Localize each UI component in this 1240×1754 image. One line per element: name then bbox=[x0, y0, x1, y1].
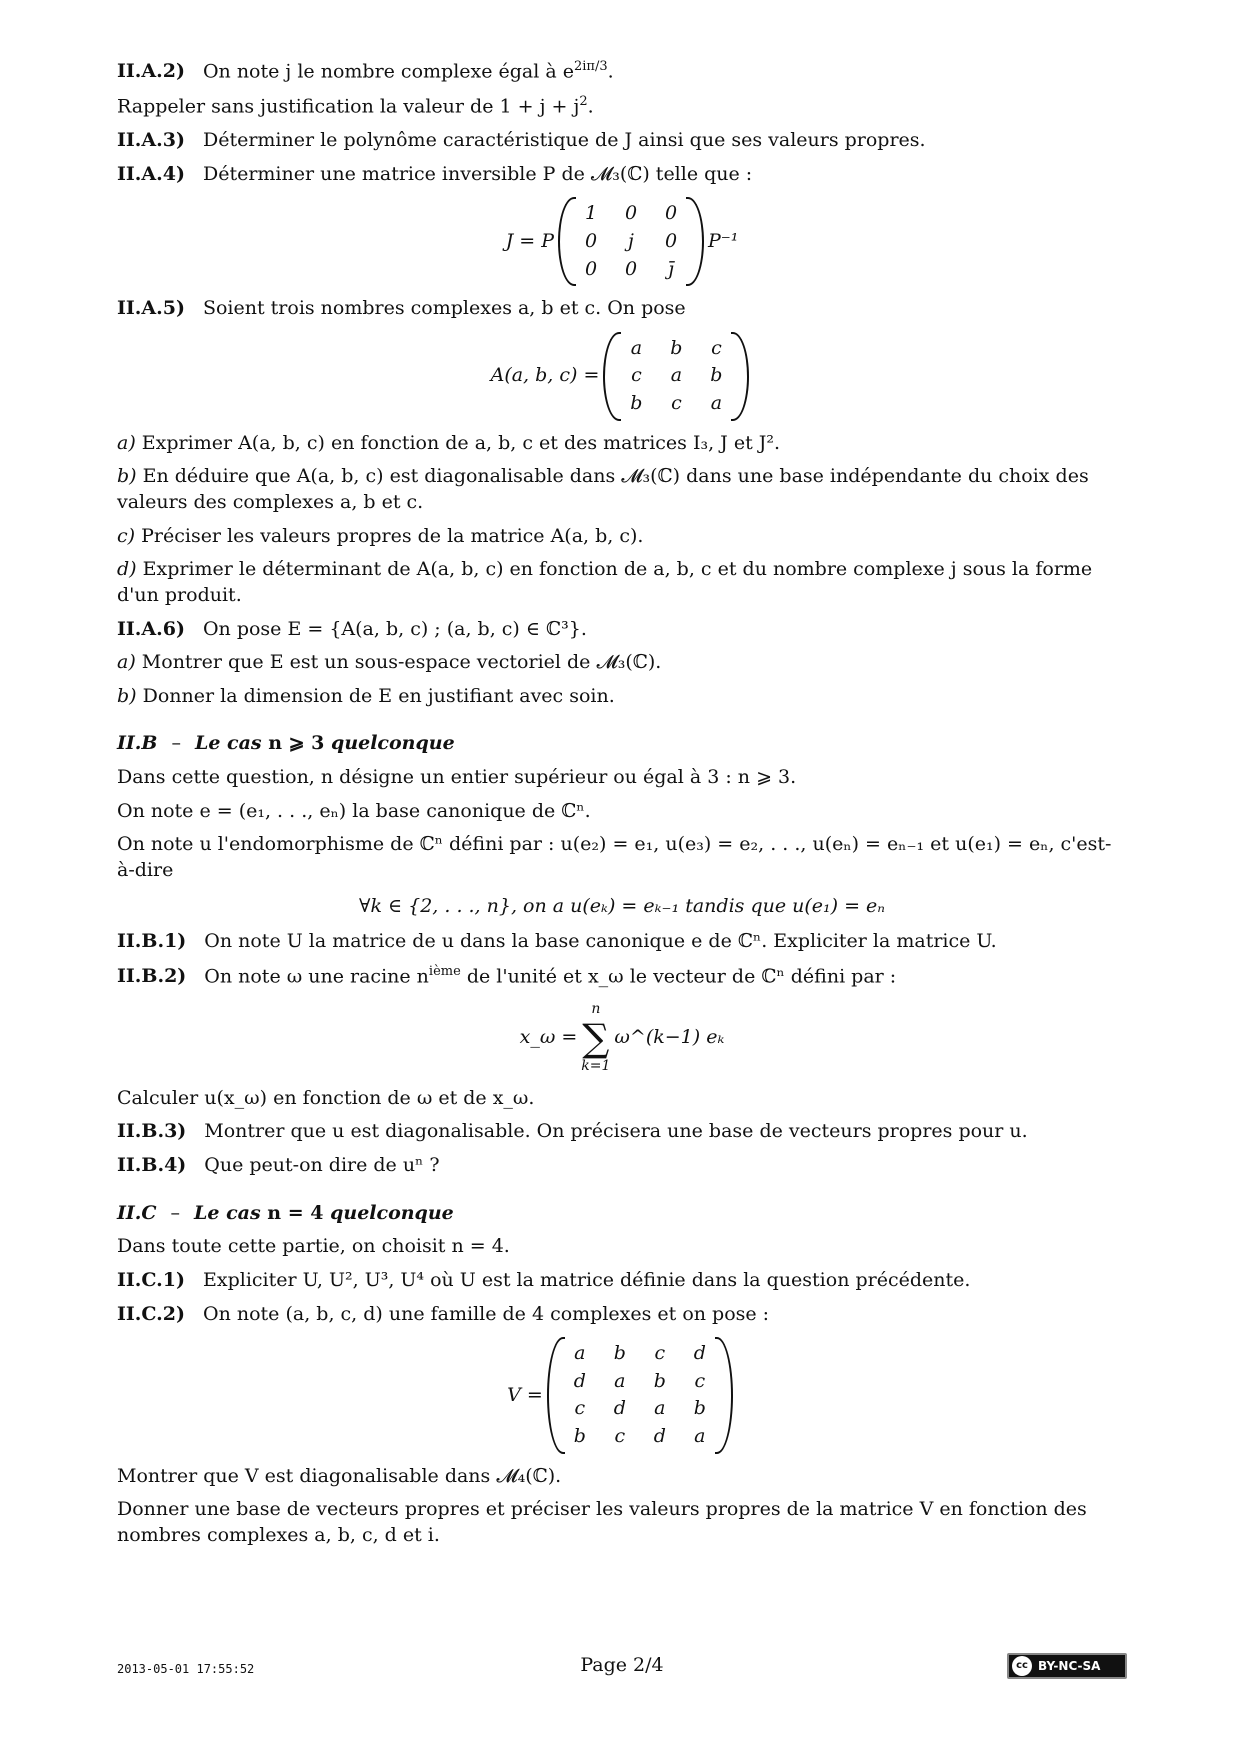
matrix-cell: b bbox=[670, 336, 683, 359]
question-II-B-1 bbox=[117, 929, 1127, 955]
subquestion-label: b) bbox=[117, 465, 137, 488]
question-II-A-5 bbox=[117, 296, 1127, 322]
sigma-symbol: ∑ bbox=[582, 1015, 610, 1060]
equation-lhs: J = P bbox=[505, 229, 554, 252]
subquestion-b bbox=[117, 684, 1127, 710]
matrix-cell: a bbox=[654, 1397, 666, 1420]
matrix-circulant-3 bbox=[603, 332, 749, 421]
question-text: On note ω une racine n bbox=[204, 965, 429, 988]
matrix-cell: a bbox=[574, 1342, 586, 1365]
subquestion-a bbox=[117, 431, 1127, 457]
question-number: II.B.3) bbox=[117, 1120, 187, 1143]
section-dash: – bbox=[171, 732, 181, 755]
creative-commons-icon: cc bbox=[1012, 1656, 1032, 1676]
question-number: II.A.6) bbox=[117, 617, 185, 640]
question-II-B-3 bbox=[117, 1119, 1127, 1145]
subquestion-label: d) bbox=[117, 558, 137, 581]
subquestion-d bbox=[117, 557, 1127, 608]
subquestion-label: c) bbox=[117, 524, 136, 547]
paragraph: Montrer que V est diagonalisable dans 𝓜₄(ℂ). bbox=[117, 1464, 562, 1487]
paragraph: On note u l'endomorphisme de ℂⁿ défini par : u(e₂) = e₁, u(e₃) = e₂, . . ., u(eₙ) = eₙ₋₁ et u(e₁) = eₙ, c'est-à-dire bbox=[117, 833, 1112, 882]
question-text: Expliciter U, U², U³, U⁴ où U est la matrice définie dans la question précédente. bbox=[203, 1268, 971, 1291]
subquestion-a bbox=[117, 650, 1127, 676]
matrix-cell: b bbox=[573, 1425, 586, 1448]
matrix-cell: c bbox=[614, 1425, 626, 1448]
matrix-grid bbox=[621, 332, 731, 421]
matrix-cell: c bbox=[574, 1397, 586, 1420]
subquestion-b bbox=[117, 464, 1127, 515]
question-number: II.A.2) bbox=[117, 60, 185, 83]
license-badge[interactable] bbox=[1007, 1653, 1127, 1679]
question-II-A-2 bbox=[117, 58, 1127, 85]
question-number: II.A.5) bbox=[117, 297, 185, 320]
subquestion-text: Exprimer le déterminant de A(a, b, c) en fonction de a, b, c et du nombre complexe j sous la forme d'un produit. bbox=[117, 558, 1093, 606]
page-footer bbox=[117, 1653, 1127, 1683]
section-title-part: quelconque bbox=[330, 1201, 454, 1224]
matrix-cell: a bbox=[630, 336, 643, 359]
matrix-cell: a bbox=[614, 1369, 626, 1392]
question-text: de l'unité et x_ω le vecteur de ℂⁿ défini par : bbox=[460, 965, 897, 988]
question-text: Déterminer le polynôme caractéristique de J ainsi que ses valeurs propres. bbox=[202, 128, 926, 151]
matrix-cell: d bbox=[653, 1425, 666, 1448]
punctuation: . bbox=[607, 60, 614, 83]
matrix-cell: 0 bbox=[584, 257, 598, 280]
section-id: II.B bbox=[117, 732, 158, 755]
left-paren bbox=[603, 332, 621, 421]
subquestion-text: En déduire que A(a, b, c) est diagonalisable dans 𝓜₃(ℂ) dans une base indépendante du choix des valeurs des complexes a, b et c. bbox=[117, 465, 1089, 513]
matrix-cell: 0 bbox=[664, 202, 678, 225]
left-paren bbox=[558, 197, 576, 286]
question-II-A-3 bbox=[117, 128, 1127, 154]
paragraph: Dans cette question, n désigne un entier supérieur ou égal à 3 : n ⩾ 3. bbox=[117, 766, 797, 789]
license-label: BY-NC-SA bbox=[1038, 1658, 1101, 1673]
matrix-cell: a bbox=[694, 1425, 706, 1448]
question-II-A-4 bbox=[117, 162, 1127, 188]
matrix-cell: 0 bbox=[624, 202, 638, 225]
question-number: II.B.1) bbox=[117, 930, 187, 953]
subquestion-text: Montrer que E est un sous-espace vectoriel de 𝓜₃(ℂ). bbox=[141, 651, 662, 674]
paragraph: Dans toute cette partie, on choisit n = 4. bbox=[117, 1235, 510, 1258]
matrix-cell: j̄ bbox=[668, 257, 674, 280]
matrix-cell: a bbox=[670, 364, 683, 387]
question-II-C-2 bbox=[117, 1302, 1127, 1328]
question-number: II.B.4) bbox=[117, 1153, 187, 1176]
matrix-cell: 0 bbox=[584, 229, 598, 252]
subquestion-text: Préciser les valeurs propres de la matrice A(a, b, c). bbox=[141, 524, 644, 547]
right-paren bbox=[715, 1337, 733, 1454]
question-text: Que peut-on dire de uⁿ ? bbox=[204, 1153, 440, 1176]
equation-lhs: A(a, b, c) = bbox=[490, 364, 600, 387]
subquestion-c bbox=[117, 524, 1127, 550]
matrix-cell: j bbox=[628, 229, 634, 252]
question-number: II.A.4) bbox=[117, 162, 185, 185]
equation-u-definition bbox=[117, 894, 1127, 920]
sum-lower-bound: k=1 bbox=[581, 1057, 611, 1074]
subquestion-text: Donner la dimension de E en justifiant avec soin. bbox=[142, 684, 615, 707]
section-dash: – bbox=[170, 1201, 181, 1224]
question-text: Rappeler sans justification la valeur de 1 + j + j bbox=[117, 95, 580, 118]
document-body bbox=[117, 50, 1127, 1549]
matrix-cell: 0 bbox=[624, 257, 638, 280]
question-text: On note U la matrice de u dans la base canonique e de ℂⁿ. Expliciter la matrice U. bbox=[204, 930, 997, 953]
timestamp: 2013-05-01 17:55:52 bbox=[117, 1662, 255, 1676]
section-title-part: Le cas bbox=[194, 1201, 261, 1224]
matrix-grid bbox=[565, 1337, 715, 1454]
question-II-B-2 bbox=[117, 963, 1127, 990]
question-text: On pose E = {A(a, b, c) ; (a, b, c) ∈ ℂ³}. bbox=[202, 617, 587, 640]
section-id: II.C bbox=[117, 1201, 157, 1224]
equation-text: ∀k ∈ {2, . . ., n}, on a u(eₖ) = eₖ₋₁ tandis que u(e₁) = eₙ bbox=[358, 894, 886, 917]
matrix-cell: b bbox=[693, 1397, 706, 1420]
matrix-cell: c bbox=[631, 364, 642, 387]
question-II-C-1 bbox=[117, 1268, 1127, 1294]
equation-rhs: ω^(k−1) eₖ bbox=[614, 1025, 725, 1048]
matrix-cell: c bbox=[654, 1342, 666, 1365]
section-title-condition: n = 4 bbox=[267, 1201, 324, 1224]
question-text: Déterminer une matrice inversible P de 𝓜₃(ℂ) telle que : bbox=[202, 162, 753, 185]
left-paren bbox=[547, 1337, 565, 1454]
question-text: Montrer que u est diagonalisable. On précisera une base de vecteurs propres pour u. bbox=[204, 1120, 1028, 1143]
section-title-part: Le cas bbox=[194, 732, 262, 755]
matrix-cell: d bbox=[573, 1369, 586, 1392]
equation-J-diagonalisation bbox=[117, 197, 1127, 286]
equation-lhs: V = bbox=[507, 1383, 543, 1406]
exponent: 2 bbox=[579, 93, 588, 109]
page-number: Page 2/4 bbox=[580, 1654, 664, 1676]
equation-rhs: P⁻¹ bbox=[707, 229, 739, 252]
exponent: 2iπ/3 bbox=[573, 59, 608, 74]
question-number: II.A.3) bbox=[117, 128, 185, 151]
paragraph: Donner une base de vecteurs propres et préciser les valeurs propres de la matrice V en fonction des nombres complexes a, b, c, d et i. bbox=[117, 1498, 1087, 1547]
matrix-cell: b bbox=[630, 392, 643, 415]
matrix-cell: b bbox=[613, 1342, 626, 1365]
right-paren bbox=[686, 197, 704, 286]
section-heading-II-C bbox=[117, 1201, 1127, 1227]
matrix-cell: c bbox=[694, 1369, 706, 1392]
question-number: II.C.2) bbox=[117, 1302, 186, 1325]
question-number: II.C.1) bbox=[117, 1268, 186, 1291]
section-heading-II-B bbox=[117, 731, 1127, 757]
subquestion-label: b) bbox=[117, 684, 137, 707]
equation-V bbox=[117, 1337, 1127, 1454]
sum-upper-bound: n bbox=[591, 1000, 601, 1017]
summation bbox=[581, 1000, 610, 1076]
question-text: On note (a, b, c, d) une famille de 4 complexes et on pose : bbox=[203, 1302, 770, 1325]
subquestion-label: a) bbox=[117, 431, 136, 454]
section-title-part: quelconque bbox=[331, 732, 455, 755]
subquestion-label: a) bbox=[117, 651, 136, 674]
equation-A-abc bbox=[117, 332, 1127, 421]
question-number: II.B.2) bbox=[117, 965, 187, 988]
question-text: On note j le nombre complexe égal à e bbox=[202, 60, 574, 83]
question-II-B-4 bbox=[117, 1153, 1127, 1179]
question-II-A-2-followup: Rappeler sans justification la valeur de $1 + j + j^2$. bbox=[117, 93, 594, 118]
paragraph: Calculer u(x_ω) en fonction de ω et de x_ω. bbox=[117, 1086, 535, 1109]
question-text: Soient trois nombres complexes a, b et c. On pose bbox=[202, 297, 686, 320]
matrix-circulant-4 bbox=[547, 1337, 733, 1454]
matrix-cell: a bbox=[710, 392, 723, 415]
matrix-cell: b bbox=[710, 364, 723, 387]
matrix-cell: d bbox=[613, 1397, 626, 1420]
matrix-cell: c bbox=[671, 392, 682, 415]
equation-lhs: x_ω = bbox=[519, 1025, 578, 1048]
matrix-cell: d bbox=[693, 1342, 706, 1365]
equation-x-omega bbox=[117, 1000, 1127, 1076]
paragraph: On note e = (e₁, . . ., eₙ) la base canonique de ℂⁿ. bbox=[117, 799, 591, 822]
question-II-A-6 bbox=[117, 617, 1127, 643]
right-paren bbox=[731, 332, 749, 421]
matrix-grid bbox=[576, 197, 686, 286]
exponent: ième bbox=[428, 963, 461, 979]
matrix-cell: b bbox=[653, 1369, 666, 1392]
subquestion-text: Exprimer A(a, b, c) en fonction de a, b, c et des matrices I₃, J et J². bbox=[141, 431, 781, 454]
matrix-cell: c bbox=[711, 336, 722, 359]
matrix-diag-1-j-jbar bbox=[558, 197, 704, 286]
matrix-cell: 1 bbox=[584, 202, 598, 225]
section-title-condition: n ⩾ 3 bbox=[268, 732, 325, 755]
matrix-cell: 0 bbox=[664, 229, 678, 252]
